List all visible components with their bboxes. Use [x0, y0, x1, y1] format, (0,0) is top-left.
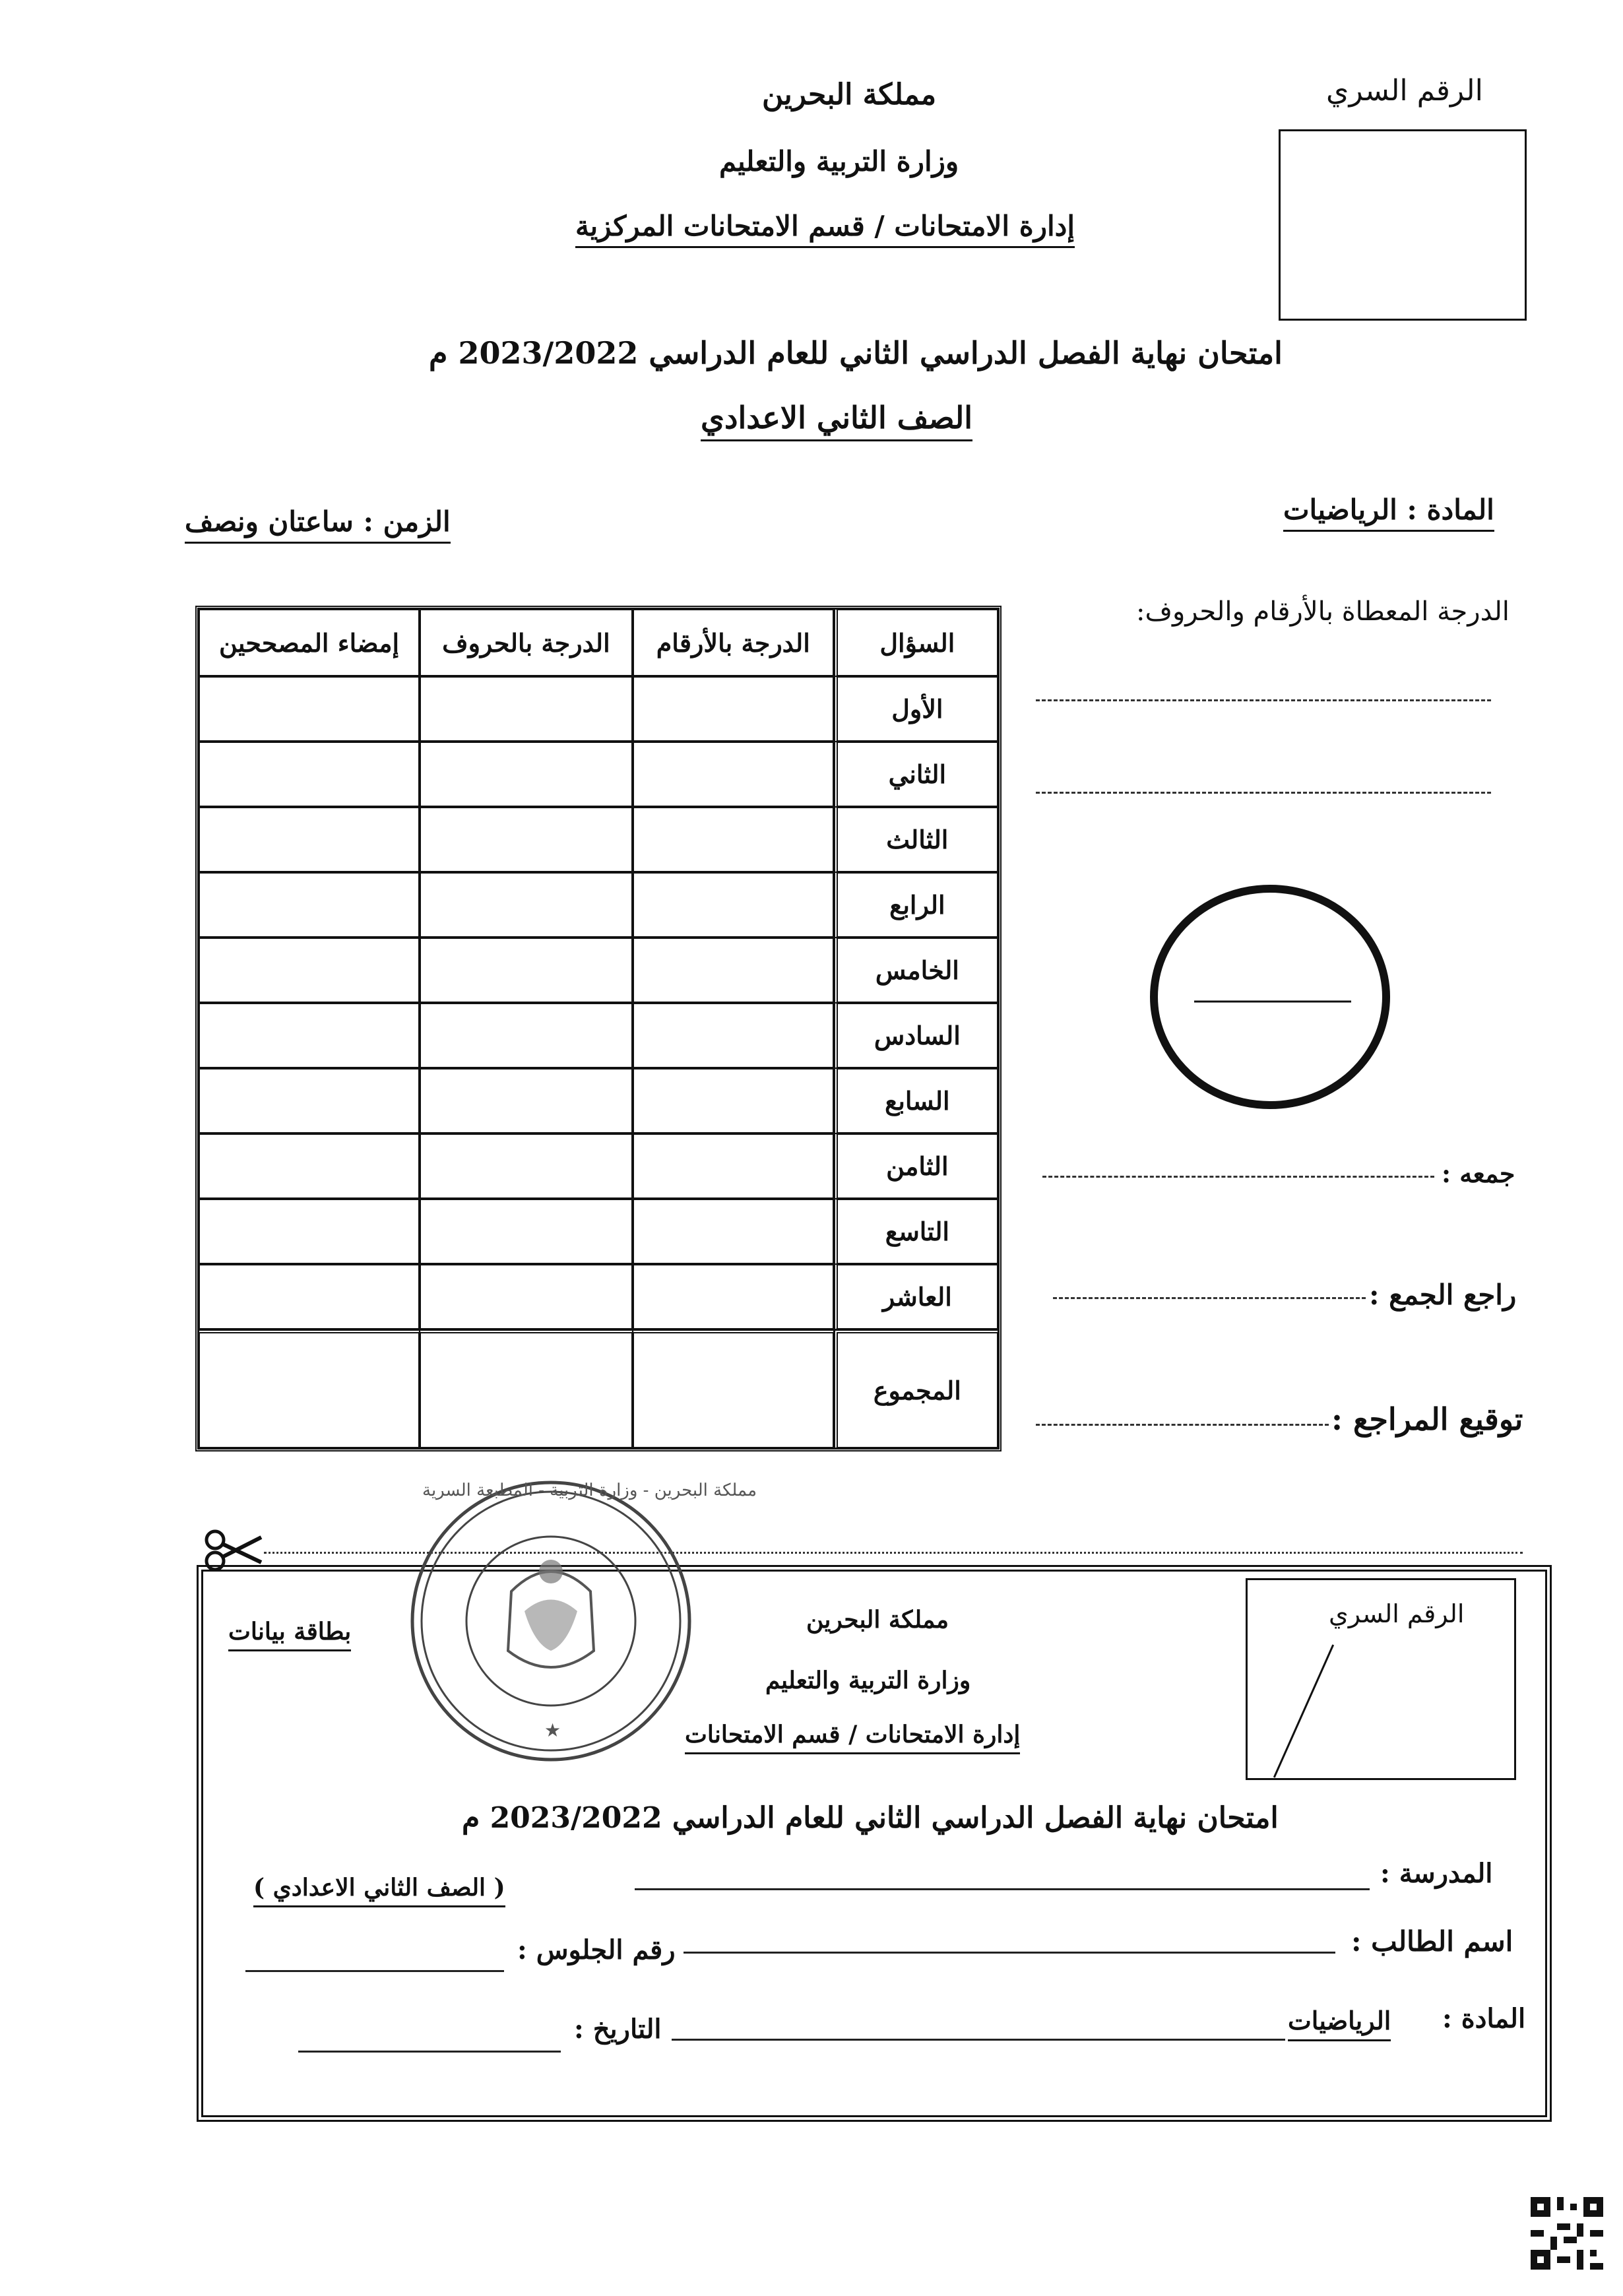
table-row — [199, 938, 998, 1003]
total-label: المجموع — [834, 1329, 998, 1448]
grade-cell[interactable] — [420, 742, 633, 807]
column-header: الدرجة بالأرقام — [633, 609, 834, 676]
question-label: الثالث — [834, 807, 998, 872]
card-subject-label: المادة : — [1442, 2003, 1526, 2034]
grade-cell[interactable] — [420, 872, 633, 938]
given-grade-label: الدرجة المعطاة بالأرقام والحروف: — [1136, 596, 1510, 627]
grade-cell[interactable] — [199, 1003, 420, 1068]
grade-cell[interactable] — [420, 1068, 633, 1133]
stamp-text: مملكة البحرين - وزارة التربية - المطبعة السرية — [422, 1481, 757, 1500]
grade-cell[interactable] — [633, 1199, 834, 1264]
grade-cell[interactable] — [633, 872, 834, 938]
school-field[interactable] — [635, 1888, 1370, 1890]
question-label: الثاني — [834, 742, 998, 807]
grade-cell[interactable] — [420, 1264, 633, 1329]
given-grade-line-2[interactable] — [1036, 792, 1491, 794]
card-department: إدارة الامتحانات / قسم الامتحانات — [685, 1721, 1020, 1754]
ministry-title: وزارة التربية والتعليم — [719, 145, 959, 177]
time-label: الزمن : ساعتان ونصف — [185, 505, 451, 544]
grades-table — [195, 606, 1002, 1451]
grade-cell[interactable] — [633, 1068, 834, 1133]
table-row — [199, 872, 998, 938]
qr-code-icon — [1531, 2197, 1603, 2270]
grade-cell[interactable] — [199, 807, 420, 872]
official-stamp — [402, 1473, 699, 1770]
sum-reviewer-line[interactable] — [1053, 1297, 1366, 1299]
grade-cell[interactable] — [199, 1264, 420, 1329]
question-label: الرابع — [834, 872, 998, 938]
exam-title: امتحان نهاية الفصل الدراسي الثاني للعام الدراسي 2023/2022 م — [429, 335, 1283, 371]
sum-label: جمعه : — [1442, 1159, 1515, 1188]
grade-cell[interactable] — [633, 1133, 834, 1199]
table-row — [199, 742, 998, 807]
card-ministry: وزارة التربية والتعليم — [765, 1667, 971, 1694]
question-label: السابع — [834, 1068, 998, 1133]
table-row — [199, 1068, 998, 1133]
card-date-label: التاريخ : — [574, 2014, 662, 2045]
grade-cell[interactable] — [633, 938, 834, 1003]
grade-cell[interactable] — [420, 938, 633, 1003]
table-row — [199, 807, 998, 872]
question-label: التاسع — [834, 1199, 998, 1264]
card-title: بطاقة بيانات — [228, 1618, 351, 1651]
grade-cell[interactable] — [199, 742, 420, 807]
question-label: العاشر — [834, 1264, 998, 1329]
grade-title: الصف الثاني الاعدادي — [701, 400, 972, 441]
grade-cell[interactable] — [633, 1264, 834, 1329]
svg-text:★: ★ — [544, 1719, 561, 1741]
table-row — [199, 676, 998, 742]
sum-reviewer-label: راجع الجمع : — [1369, 1279, 1517, 1311]
card-secret-number-label: الرقم السري — [1329, 1599, 1465, 1628]
grade-cell[interactable] — [420, 1329, 633, 1448]
card-kingdom: مملكة البحرين — [806, 1606, 949, 1634]
table-row — [199, 1264, 998, 1329]
table-row — [199, 1199, 998, 1264]
grade-cell[interactable] — [199, 1199, 420, 1264]
table-row — [199, 1133, 998, 1199]
question-label: الأول — [834, 676, 998, 742]
grade-cell[interactable] — [199, 872, 420, 938]
sum-line[interactable] — [1042, 1176, 1434, 1178]
student-name-field[interactable] — [684, 1952, 1335, 1954]
grade-cell[interactable] — [420, 807, 633, 872]
given-grade-line-1[interactable] — [1036, 699, 1491, 701]
department-title: إدارة الامتحانات / قسم الامتحانات المركزية — [575, 210, 1075, 248]
secret-number-label: الرقم السري — [1326, 74, 1483, 108]
date-field[interactable] — [298, 2051, 561, 2053]
grade-circle[interactable] — [1147, 881, 1393, 1112]
question-label: الثامن — [834, 1133, 998, 1199]
total-row — [199, 1329, 998, 1448]
table-row — [199, 1003, 998, 1068]
grade-cell[interactable] — [199, 676, 420, 742]
card-grade: ( الصف الثاني الاعدادي ) — [253, 1874, 505, 1907]
card-exam-title: امتحان نهاية الفصل الدراسي الثاني للعام الدراسي 2023/2022 م — [462, 1801, 1279, 1835]
card-school-label: المدرسة : — [1380, 1858, 1493, 1889]
column-header: السؤال — [834, 609, 998, 676]
grade-cell[interactable] — [633, 1003, 834, 1068]
reviewer-signature-label: توقيع المراجع : — [1331, 1401, 1523, 1437]
grade-cell[interactable] — [199, 1068, 420, 1133]
grade-cell[interactable] — [633, 742, 834, 807]
grade-cell[interactable] — [633, 1329, 834, 1448]
grade-cell[interactable] — [199, 1329, 420, 1448]
card-subject-value: الرياضيات — [1288, 2006, 1391, 2041]
grade-cell[interactable] — [199, 1133, 420, 1199]
secret-number-box[interactable] — [1279, 129, 1527, 321]
subject-label: المادة : الرياضيات — [1283, 494, 1494, 532]
kingdom-title: مملكة البحرين — [762, 78, 937, 112]
grade-cell[interactable] — [420, 1199, 633, 1264]
grade-cell[interactable] — [633, 807, 834, 872]
grade-cell[interactable] — [633, 676, 834, 742]
seat-number-field[interactable] — [245, 1970, 504, 1972]
grade-cell[interactable] — [199, 938, 420, 1003]
reviewer-signature-line[interactable] — [1036, 1424, 1329, 1426]
card-student-name-label: اسم الطالب : — [1351, 1925, 1513, 1958]
grade-cell[interactable] — [420, 1003, 633, 1068]
subject-field-line — [672, 2039, 1285, 2041]
card-seat-number-label: رقم الجلوس : — [517, 1934, 676, 1965]
table-header-row — [199, 609, 998, 676]
grade-cell[interactable] — [420, 1133, 633, 1199]
column-header: الدرجة بالحروف — [420, 609, 633, 676]
column-header: إمضاء المصححين — [199, 609, 420, 676]
question-label: السادس — [834, 1003, 998, 1068]
question-label: الخامس — [834, 938, 998, 1003]
grade-cell[interactable] — [420, 676, 633, 742]
